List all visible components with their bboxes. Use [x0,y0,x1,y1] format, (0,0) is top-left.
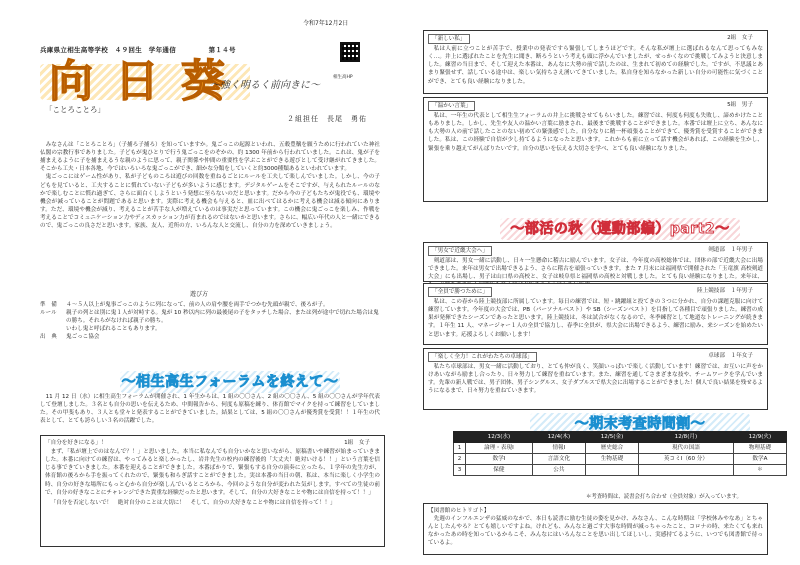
club-box-table-tennis [423,348,768,410]
box-title: 「温かい言葉」 [428,101,475,111]
box-class: 1組 女子 [344,440,370,446]
table-header-row [454,432,787,443]
box-title: 「楽しく全力！これがわたちの卓球部」 [428,352,537,362]
box-class: 2組 女子 [727,35,753,41]
forum-text: 11 月 12 日（水）に相生高生フォーラムが開催され、1 年生からは、1 組の〇〇さん、2 組の〇〇さん、5 組の〇〇さんが学年代表して登壇しました。３名とも自分の思いを伝えるため、中間報告から、何度も原稿を練り、体育館でマイクを持って練習をしていました。その甲斐もあり、３人とも堂々と発表することができていました。結果としては、5 組の〇〇さんが優秀賞を受賞！！１年生の代表として、とても誇らしい３名の活躍でした。 [40,394,380,425]
table-header-cell: 12/4(木) [532,432,585,443]
box-header [45,439,380,447]
table-cell: 物理基礎 [733,443,786,454]
table-cell: 論理・表現Ⅰ [466,443,533,454]
issue-date: 令和7年12月2日 [303,20,349,27]
table-cell: 英コミⅠ（60 分） [639,454,734,465]
box-title: 「自分を好きになる」！ [45,440,107,446]
rule-row [40,309,380,325]
rule-value: ４～５人以上が鬼事ごっこのように列になって、前の人の肩や腰を両手でつかむ先頭が親で、後ろが子。 [66,302,329,308]
table-cell: 生物基礎 [585,454,638,465]
masthead-char-1: 向 [49,56,93,107]
club-name: 剣道部 [708,247,725,253]
column-paragraph: みなさんは「ことろことろ」（子捕ろ子捕ろ）を知っていますか。鬼ごっこの起源といわれ、五穀豊穣を願うために行われていた神社仏閣の宗教行事でありました。子どもが鬼ひとりで行う鬼ごっこをのぞかの、約 1300 年前から行われていました。これは、鬼が子を捕まえるように子を捕まえるうな親のように思って、親子関係や仲間の重要性を学ぶことができる遊びとして受け継がれてきました。そこから工夫・日本各地、今ではいろいろな鬼ごっこができ、細かな分類をしていくと約3000種類あるといわれています。 [40,142,380,173]
rule-row [40,301,380,309]
box-body: 私は、この春から陸上競技部に所属しています。毎日の練習では、短・跳躍組と投てきの３つに分かれ、自分の課題克服に向けて練習しています。今年度の大会では、PB（パーソナルベスト）や SB（シーズンベスト）を目指して各種目で頑張りました。練習の成果が発揮できたシーズンであったと思います。陸上競技は、冬は試合がなくなるので、冬季練習として地道なトレーニングが続きます。１年生 11 人、マネージャー１人の全員で協力し、春季に全員が、県大会に出場できるよう、練習に励み、来シーズンを始めたいと思います。応援よろしくお願いします！ [428,299,763,338]
rule-key: 出 典 [40,334,57,341]
table-header-cell: 12/9(火) [733,432,786,443]
rule-value: いわし鬼と呼ばれることもあります。 [66,326,161,333]
table-cell [639,465,734,476]
box-club [708,246,763,256]
table-cell: 3 [454,465,466,476]
box-body: 剣道部は、男女一緒に活動し、日々一生懸命に稽古に励んでいます。女子は、今年度の高校総体では、団体の部で近畿大会に出場できました。来年は男女で出場できるよう、さらに稽古を頑張っていきます。また 7 月末には福岡県で開催された「玉竜旗 高校剣道大会」にも出場し、男子は山口県の高校と、女子は岐阜県と福岡県の高校と対戦しました。とても良い経験になりました。来年は、 [428,258,763,281]
table-cell: 1 [454,443,466,454]
box-body: 私は人前に立つことが苦手で、授業中の発表ですら緊張してしまうほどです。そんな私が壇上に選ばれるなんて思ってもみなく…。井上に選ばれたことを先生に聞き、断ろうという考えも頭に浮かんでいましたが、せっかくなので挑戦してみようと決意しました。練習の当日まで、そして迎えた本番は、あんなに大勢の前で話したのは、生まれて初めての経験でした。ですが、不思議とあまり緊張せず、話している途中は、楽しい気持ちさえ湧いてきていました。私自身を知らなかった新しい自分の可能性に気づくことができ、とても良い経験になりました。 [428,46,763,85]
rule-key [40,325,66,333]
hint-title: 【図書館のヒトリゴト】 [428,508,490,514]
table-header-cell: 12/5(金) [585,432,638,443]
column-byline: ２組担任 長尾 勇佑 [287,115,367,123]
box-header [428,246,763,256]
box-body: 私たち卓球部は、男女一緒に活動しており、とても仲が良く、笑顔いっぱいで楽しく活動しています！練習では、お互いに声をかけあいながら励まし合ったり、日々努力して練習を重ねています。また、練習を通してさまざまな技や、チームワークを学んでいます。先輩の新人戦では、男子団体、男子シングルス、女子ダブルスで県大会に出場することができました！個人で良い結果を残せるようになるまで、日々努力を重ねていきます。 [428,364,763,395]
box-header [428,287,763,297]
masthead-subtitle: ～強く明るく前向きに～ [210,80,320,91]
rule-value: 鬼ごっこ協会 [66,334,100,341]
table-row [454,443,787,454]
box-body: 私は、一年生の代表として相生生フォーラムの井上に挑戦させてもらいました。練習では、何度も何度も失敗し、諦めかけたこともありました。しかし、先生や友人の温かい言葉に励まされ、最後まで挑戦することができました。本番では壇上に立ち、あんなにも大勢の人の前で話したことのない初めての緊張感でした。自分なりに精一杯頑張ることができて、優秀賞を受賞することができました。私は、この経験で自信が少し持てるようになったと思います。これからも前に立って話す機会があれば、この経験を生かし、緊張を乗り越えてがんばりたいです。自分の思いを伝える大切さを学べ、とても良い経験になりました。 [428,113,763,152]
club-box-track [423,283,768,345]
club-name: 卓球部 [708,353,725,359]
forum-banner [120,371,340,393]
rules-title: 遊び方 [190,291,209,298]
rule-key: 準 備 [40,302,57,308]
clubs-banner-text: ～部活の秋（運動部編）part2～ [510,220,730,237]
table-cell: ＊ [733,465,786,476]
table-cell [585,465,638,476]
library-hint-box [423,503,768,555]
exam-note: ＊考査時間は、読書会打ち合わせ（全員対象）が入っています。 [586,494,742,500]
column-title: 「ことろことろ」 [45,105,105,114]
masthead-char-3: 葵 [181,56,225,107]
box-quote: 「自分を否定しないで！ 絶対自分のことは大切に！ そして、自分の大好きなことや物には自信を持って！！」 [50,499,336,506]
box-club [708,352,763,362]
club-class: １年男子 [730,288,753,294]
essay-box-warm-words [423,97,768,202]
table-cell: 2 [454,454,466,465]
table-header-cell: 12/8(月) [639,432,734,443]
qr-code-icon[interactable] [340,42,360,62]
exam-banner-text: ～期末考査時間割～ [574,415,706,432]
box-class: 5組 男子 [727,102,753,108]
table-row [454,465,787,476]
table-cell: 保健 [466,465,533,476]
club-box-kendo [423,242,768,282]
table-row [454,454,787,465]
school-line: 兵庫県立相生高等学校 ４９回生 学年通信 [40,46,176,54]
rule-key: ルール [40,310,57,317]
box-header [428,34,763,44]
table-cell: 数学Ⅰ [466,454,533,465]
exam-schedule-table [453,431,787,476]
qr-caption: 相生高HP [333,75,353,80]
club-class: １年男子 [730,247,753,253]
column-body [40,141,380,230]
table-cell: 歴史総合 [585,443,638,454]
box-header [428,352,763,362]
club-name: 陸上競技部 [697,288,725,294]
rule-value: 親子の列とは別に鬼１人が対峙する。鬼が 10 秒以内に列の最後尾の子をタッチした場合、または列が途中で切れた場合は鬼の勝ち。それらがなければ親子の勝ち。 [66,310,379,325]
box-title: 「全員で勝つために」 [428,287,492,297]
table-cell: 現代の国語 [639,443,734,454]
table-cell: 情報Ⅰ [532,443,585,454]
table-cell: 公共 [532,465,585,476]
box-title: 「男女で近畿大会へ」 [428,246,492,256]
table-header-cell [454,432,466,443]
rules-list [40,301,380,342]
club-class: １年女子 [730,353,753,359]
rule-row [40,325,380,333]
rule-row [40,333,380,341]
issue-number: 第１４号 [208,46,236,54]
box-title: 「新しい私」 [428,34,470,44]
masthead-char-2: 日 [115,56,159,107]
table-cell: 言語文化 [532,454,585,465]
school-name [40,46,236,55]
hint-body: 先週のインフルエンザの猛威のなかで、本日も読書に励む生徒の姿を見かけ、みなさん、こんな時期は「学校休みやなあ」とちゃんとしたんやろ？とても嬉しいですよね。けれども、みんなと過ごす大事な時間が減っちゃったこと、コロナの時、来たくても来れなかったあの時を知っているからこそ、みんなにはいろんなことを思い出してほしいし、実感持てるように、いつでも図書館で待っているよ。 [428,516,763,547]
essay-box-new-me [423,30,768,94]
box-club [697,287,763,297]
table-header-cell: 12/3(水) [466,432,533,443]
column-paragraph: 鬼ごっこにはゲーム性があり、私が子どものころは遊びの回数を重ねるごとにルールを工夫して楽しんでいました。しかし、今の子どもを見ていると、工夫することに慣れていない子どもが多いように感じます。デジタルゲームをそこですが、与えられたルールのなかで楽しむことに慣れ過ぎて、さらに面白くしようという発想に至らないのだと思います。だから今の子どもたちが鬼役でも、環境や機会が減っていることが問題であると思います。実際に考える機会も与えると、皿に出べてはるかに考える機会は減る傾向にあります。ただ、環境や機会が減り、考えることが苦手な人が増えているのは事実だと思っています。この機会に鬼ごっこを楽しみ、作戦を考えることでコミュニケーション力やディスカッション力が育まれるのではないかと思います。さらに、幅広い年代の人と一緒にできるので、鬼ごっこの良さだと思います。家族、友人、近所の方、いろんな人と交流し、自分の力を深めていきましょう。 [40,174,380,230]
forum-banner-text: ～相生高生フォーラムを終えて～ [121,373,339,390]
box-header [428,101,763,111]
forum-essay-box [40,435,385,547]
clubs-banner [500,218,740,240]
box-body: まず、「私が壇上でのはなんで？！」と思いました。本当に私なんでも自分いかなと思いながら、原稿書いや練習が始まっていきました。本番に向けての練習は、やってみると楽しかったし、岩井先生の校内の練習後的「大丈夫！絶対いける！！」という言葉を信じる事できていきました。本番を迎えることができました。本番ばかりで、緊張もする自分の演奏に立ったら、１学年の先生方が、体育館の後ろから手を振ってくれたので、緊張も和らぎ話すことができました。実は本番の当日の朝、私は、本当に楽しく小学生の時、自分の好きな場所にもっと心から自分が楽しんでいるところから、今回のような自分が変われた気がします。すべての生徒の前で、自分の好きなことにチャレンジできた貴重な経験だったと思います。そして、自分の大好きなことや物には自信を持って！！」 [45,449,380,496]
table-cell: 数学A [733,454,786,465]
